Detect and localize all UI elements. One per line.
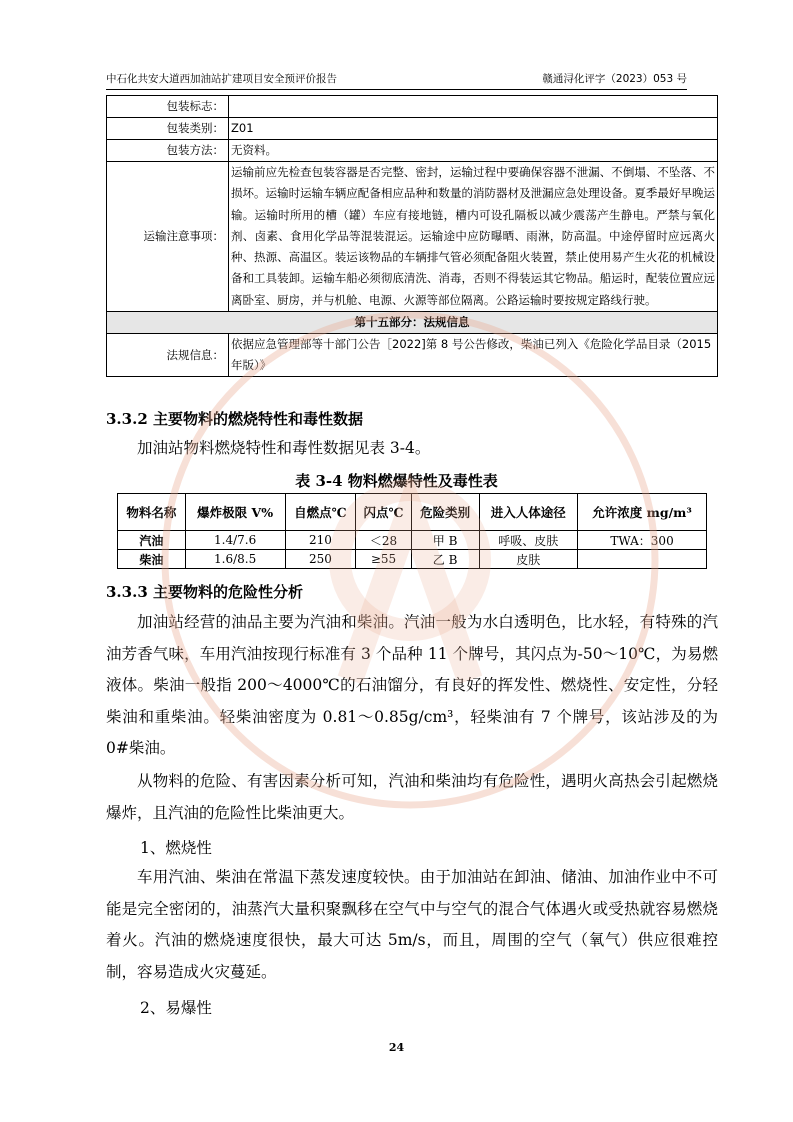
cell: ≥55 — [356, 550, 411, 569]
section-title-regulations: 第十五部分：法规信息 — [107, 312, 718, 334]
list-item-explosiveness: 2、易爆性 — [140, 999, 212, 1017]
table-row — [107, 96, 718, 118]
col-header: 进入人体途径 — [479, 494, 578, 531]
cell: 乙 B — [411, 550, 479, 569]
msds-info-table — [106, 95, 718, 377]
cell: 210 — [285, 531, 356, 550]
label-regulation-info: 法规信息： — [107, 334, 229, 377]
value-transport-notes: 运输前应先检查包装容器是否完整、密封，运输过程中要确保容器不泄漏、不倒塌、不坠落、不损坏。运输时运输车辆应配备相应品种和数量的消防器材及泄漏应急处理设备。夏季最好早晚运输。运输时所用的槽（罐）车应有接地链，槽内可设孔隔板以减少震荡产生静电。严禁与氧化剂、卤素、食用化学品等混装混运。运输途中应防曝晒、雨淋，防高温。中途停留时应远离火种、热源、高温区。装运该物品的车辆排气管必须配备阻火装置，禁止使用易产生火花的机械设备和工具装卸。运输车船必须彻底清洗、消毒，否则不得装运其它物品。船运时，配装位置应远离卧室、厨房，并与机舱、电源、火源等部位隔离。公路运输时要按规定路线行驶。 — [229, 162, 718, 312]
cell: ＜28 — [356, 531, 411, 550]
paragraph-oil-products: 加油站经营的油品主要为汽油和柴油。汽油一般为水白透明色，比水轻，有特殊的汽油芳香气味，车用汽油按现行标准有 3 个品种 11 个牌号，其闪点为-50～10℃，为易燃液体。柴油一般指 200～4000℃的石油馏分，有良好的挥发性、燃烧性、安定性，分轻柴油和重柴油。轻柴油密度为 0.81～0.85g/cm³，轻柴油有 7 个牌号，该站涉及的为 0#柴油。 — [106, 613, 718, 757]
table-row — [107, 162, 718, 312]
list-item-flammability: 1、燃烧性 — [140, 839, 212, 857]
label-packaging-method: 包装方法： — [107, 140, 229, 162]
table-header-row — [118, 494, 707, 531]
header-report-number: 赣通浔化评字（2023）053 号 — [542, 73, 687, 85]
value-packaging-method: 无资料。 — [229, 140, 718, 162]
value-regulation-info: 依据应急管理部等十部门公告［2022]第 8 号公告修改，柴油已列入《危险化学品目录（2015 年版）》 — [229, 334, 718, 377]
col-header: 物料名称 — [118, 494, 186, 531]
cell: 甲 B — [411, 531, 479, 550]
cell: 呼吸、皮肤 — [479, 531, 578, 550]
heading-3-3-3: 3.3.3 主要物料的危险性分析 — [106, 583, 303, 601]
table-row — [107, 118, 718, 140]
cell: 1.4/7.6 — [185, 531, 285, 550]
cell: TWA：300 — [578, 531, 707, 550]
page-number: 24 — [388, 1041, 405, 1054]
cell: 皮肤 — [479, 550, 578, 569]
col-header: 爆炸极限 V% — [185, 494, 285, 531]
cell — [578, 550, 707, 569]
col-header: 危险类别 — [411, 494, 479, 531]
table-row — [118, 531, 707, 550]
header-divider — [106, 89, 687, 90]
value-packaging-category: Z01 — [229, 118, 718, 140]
cell: 柴油 — [118, 550, 186, 569]
col-header: 自燃点℃ — [285, 494, 356, 531]
table-row — [107, 140, 718, 162]
table-row — [107, 312, 718, 334]
col-header: 闪点℃ — [356, 494, 411, 531]
header-report-title: 中石化共安大道西加油站扩建项目安全预评价报告 — [106, 73, 337, 85]
label-packaging-mark: 包装标志： — [107, 96, 229, 118]
heading-3-3-2: 3.3.2 主要物料的燃烧特性和毒性数据 — [106, 410, 363, 428]
cell: 1.6/8.5 — [185, 550, 285, 569]
col-header: 允许浓度 mg/m³ — [578, 494, 707, 531]
cell: 250 — [285, 550, 356, 569]
table-row — [107, 334, 718, 377]
paragraph-hazard-summary: 从物料的危险、有害因素分析可知，汽油和柴油均有危险性，遇明火高热会引起燃烧爆炸，且汽油的危险性比柴油更大。 — [106, 772, 718, 822]
label-packaging-category: 包装类别： — [107, 118, 229, 140]
paragraph-intro: 加油站物料燃烧特性和毒性数据见表 3-4。 — [137, 439, 431, 457]
table-row — [118, 550, 707, 569]
table-caption: 表 3-4 物料燃爆特性及毒性表 — [295, 472, 498, 490]
value-packaging-mark — [229, 96, 718, 118]
page-header — [106, 71, 687, 87]
paragraph-flammability: 车用汽油、柴油在常温下蒸发速度较快。由于加油站在卸油、储油、加油作业中不可能是完全密闭的，油蒸汽大量积聚飘移在空气中与空气的混合气体遇火或受热就容易燃烧着火。汽油的燃烧速度很快，最大可达 5m/s，而且，周围的空气（氧气）供应很难控制，容易造成火灾蔓延。 — [106, 868, 718, 981]
label-transport-notes: 运输注意事项： — [107, 162, 229, 312]
cell: 汽油 — [118, 531, 186, 550]
hazard-properties-table — [117, 493, 707, 569]
